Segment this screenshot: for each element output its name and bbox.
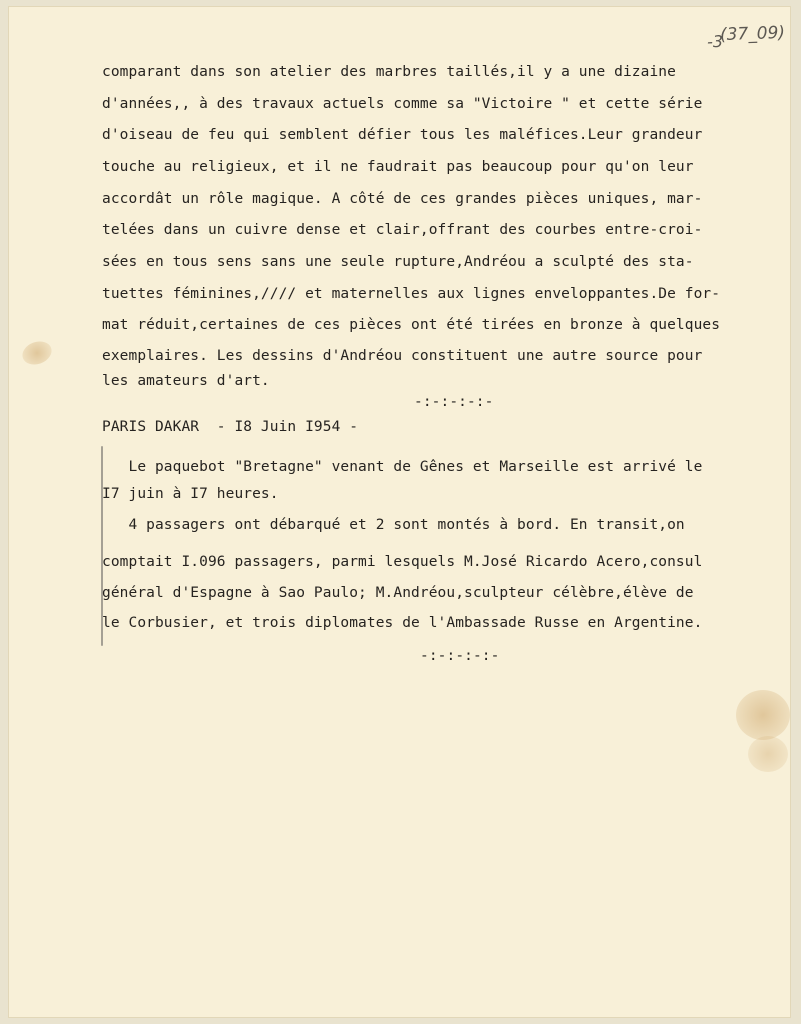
body-line: tuettes féminines,//// et maternelles aux lignes enveloppantes.De for- — [102, 286, 721, 302]
page-number-mark: -3 — [706, 31, 724, 52]
dateline: PARIS DAKAR - I8 Juin I954 - — [102, 419, 359, 435]
body-line: général d'Espagne à Sao Paulo; M.Andréou,sculpteur célèbre,élève de — [102, 585, 694, 601]
body-line: 4 passagers ont débarqué et 2 sont montés à bord. En transit,on — [102, 517, 685, 533]
body-line: d'années,, à des travaux actuels comme sa "Victoire " et cette série — [102, 96, 703, 112]
section-separator: -:-:-:-:- — [414, 394, 494, 410]
body-line: le Corbusier, et trois diplomates de l'Ambassade Russe en Argentine. — [102, 615, 703, 631]
body-line: sées en tous sens sans une seule rupture,Andréou a sculpté des sta- — [102, 254, 694, 270]
body-line: comparant dans son atelier des marbres taillés,il y a une dizaine — [102, 64, 676, 80]
body-line: comptait I.096 passagers, parmi lesquels M.José Ricardo Acero,consul — [102, 554, 703, 570]
body-line: I7 juin à I7 heures. — [102, 486, 279, 502]
body-line: les amateurs d'art. — [102, 373, 270, 389]
archive-reference: (37_09) — [719, 22, 786, 46]
body-line: accordât un rôle magique. A côté de ces grandes pièces uniques, mar- — [102, 191, 703, 207]
water-stain — [748, 736, 788, 772]
water-stain — [736, 690, 790, 740]
ink-stain — [19, 338, 55, 369]
body-line: Le paquebot "Bretagne" venant de Gênes et Marseille est arrivé le — [102, 459, 703, 475]
body-line: exemplaires. Les dessins d'Andréou constituent une autre source pour — [102, 348, 703, 364]
body-line: d'oiseau de feu qui semblent défier tous les maléfices.Leur grandeur — [102, 127, 703, 143]
body-line: touche au religieux, et il ne faudrait pas beaucoup pour qu'on leur — [102, 159, 694, 175]
body-line: mat réduit,certaines de ces pièces ont été tirées en bronze à quelques — [102, 317, 721, 333]
section-separator: -:-:-:-:- — [420, 648, 500, 664]
body-line: telées dans un cuivre dense et clair,offrant des courbes entre-croi- — [102, 222, 703, 238]
